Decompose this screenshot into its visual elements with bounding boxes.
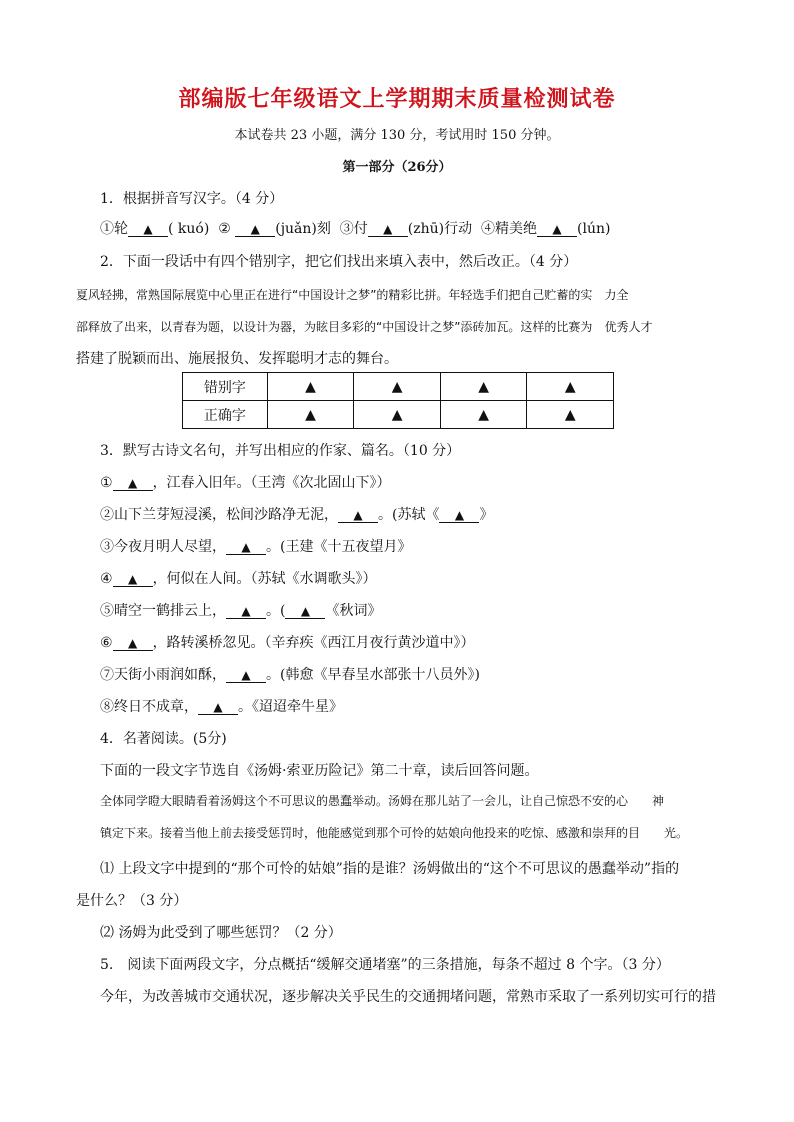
answer-cell[interactable]: ▲: [267, 401, 354, 429]
q1-item-1-post: ( kuó): [168, 221, 210, 237]
answer-blank[interactable]: ▲: [226, 540, 266, 555]
row-label-wrong: 错别字: [183, 373, 268, 401]
q1-text: 1．根据拼音写汉字。（4 分）: [100, 191, 284, 207]
answer-blank[interactable]: ▲: [198, 700, 238, 715]
q2-paragraph-line-1: 夏风轻拂，常熟国际展览中心里正在进行“中国设计之梦”的精彩比拼。年轻选手们把自己贮蓄的实 力全: [76, 288, 629, 302]
q5-passage-line-1: 今年，为改善城市交通状况，逐步解决关乎民生的交通拥堵问题，常熟市采取了一系列切实可行的措: [100, 989, 716, 1005]
q3-line-4: ④ ▲ ，何似在人间。（苏轼《水调歌头》）: [100, 571, 377, 587]
q4-passage-line-1: 全体同学瞪大眼睛看着汤姆这个不可思议的愚蠢举动。汤姆在那儿站了一会儿，让自己惊恐不安的心 神: [100, 794, 665, 808]
q3-line-1: ① ▲ ，江春入旧年。（王湾《次北固山下》）: [100, 475, 391, 491]
exam-subtitle: 本试卷共 23 小题，满分 130 分，考试用时 150 分钟。: [234, 128, 560, 143]
answer-blank[interactable]: ▲: [439, 508, 479, 523]
row-label-correct: 正确字: [183, 401, 268, 429]
answer-blank[interactable]: ▲: [285, 604, 325, 619]
q3-line-7: ⑦天街小雨润如酥， ▲ 。(韩愈《早春呈水部张十八员外》): [100, 667, 480, 683]
table-row: [183, 373, 614, 401]
q1-item-3-pre: ③付: [339, 221, 368, 237]
answer-cell[interactable]: ▲: [440, 401, 527, 429]
answer-blank[interactable]: ▲: [537, 222, 577, 237]
q1-item-2-post: (juǎn)刻: [275, 221, 331, 237]
q3-line-3: ③今夜月明人尽望， ▲ 。(王建《十五夜望月》: [100, 539, 412, 555]
part-title: 第一部分（26分）: [342, 160, 452, 175]
answer-blank[interactable]: ▲: [235, 222, 275, 237]
q1-item-4-pre: ④精美绝: [481, 221, 538, 237]
q3-line-8: ⑧终日不成章， ▲ 。《迢迢牵牛星》: [100, 699, 343, 715]
q1-item-4-post: (lún): [577, 221, 611, 237]
answer-blank[interactable]: ▲: [338, 508, 378, 523]
correction-table: [182, 372, 614, 429]
q4-intro: 下面的一段文字节选自《汤姆·索亚历险记》第二十章，读后回答问题。: [100, 763, 539, 779]
q4-text: 4．名著阅读。(5分): [100, 731, 227, 747]
answer-blank[interactable]: ▲: [226, 604, 266, 619]
q1-item-2-pre: ②: [218, 221, 231, 237]
q1-item-3-post: (zhū)行动: [407, 221, 473, 237]
q3-line-6: ⑥ ▲ ，路转溪桥忽见。（辛弃疾《西江月夜行黄沙道中》）: [100, 635, 475, 651]
exam-title: 部编版七年级语文上学期期末质量检测试卷: [178, 87, 616, 112]
answer-cell[interactable]: ▲: [440, 373, 527, 401]
answer-blank[interactable]: ▲: [113, 572, 153, 587]
answer-blank[interactable]: ▲: [226, 668, 266, 683]
q3-line-5: ⑤晴空一鹤排云上， ▲ 。( ▲ 《秋词》: [100, 603, 382, 619]
q4-sub1-line-1: ⑴ 上段文字中提到的“那个可怜的姑娘”指的是谁？汤姆做出的“这个不可思议的愚蠢举动”指的: [100, 861, 680, 877]
q2-text: 2．下面一段话中有四个错别字，把它们找出来填入表中，然后改正。（4 分）: [100, 254, 578, 270]
q4-passage-line-2: 镇定下来。接着当他上前去接受惩罚时，他能感觉到那个可怜的姑娘向他投来的吃惊、感激和崇拜的目 光。: [100, 826, 689, 840]
q3-line-2: ②山下兰芽短浸溪，松间沙路净无泥， ▲ 。(苏轼《 ▲ 》: [100, 507, 494, 523]
answer-blank[interactable]: ▲: [113, 636, 153, 651]
answer-cell[interactable]: ▲: [527, 401, 614, 429]
q2-paragraph-line-3: 搭建了脱颖而出、施展报负、发挥聪明才志的舞台。: [76, 351, 398, 367]
q1-item-1-pre: ①轮: [100, 221, 128, 237]
q3-text: 3．默写古诗文名句，并写出相应的作家、篇名。（10 分）: [100, 443, 461, 459]
answer-cell[interactable]: ▲: [527, 373, 614, 401]
table-row: [183, 401, 614, 429]
answer-blank[interactable]: ▲: [368, 222, 408, 237]
answer-cell[interactable]: ▲: [354, 373, 441, 401]
answer-blank[interactable]: ▲: [128, 222, 168, 237]
q5-text: 5. 阅读下面两段文字，分点概括“缓解交通堵塞”的三条措施，每条不超过 8 个字。（3 分）: [100, 957, 670, 973]
q1-items: [100, 218, 720, 238]
answer-cell[interactable]: ▲: [267, 373, 354, 401]
q2-paragraph-line-2: 部释放了出来，以青春为题，以设计为器，为眩目多彩的“中国设计之梦”添砖加瓦。这样的比赛为 优秀人才: [76, 320, 653, 334]
q4-sub2: ⑵ 汤姆为此受到了哪些惩罚？（2 分）: [100, 925, 342, 941]
q4-sub1-line-2: 是什么？（3 分）: [76, 893, 188, 909]
answer-blank[interactable]: ▲: [113, 476, 153, 491]
answer-cell[interactable]: ▲: [354, 401, 441, 429]
